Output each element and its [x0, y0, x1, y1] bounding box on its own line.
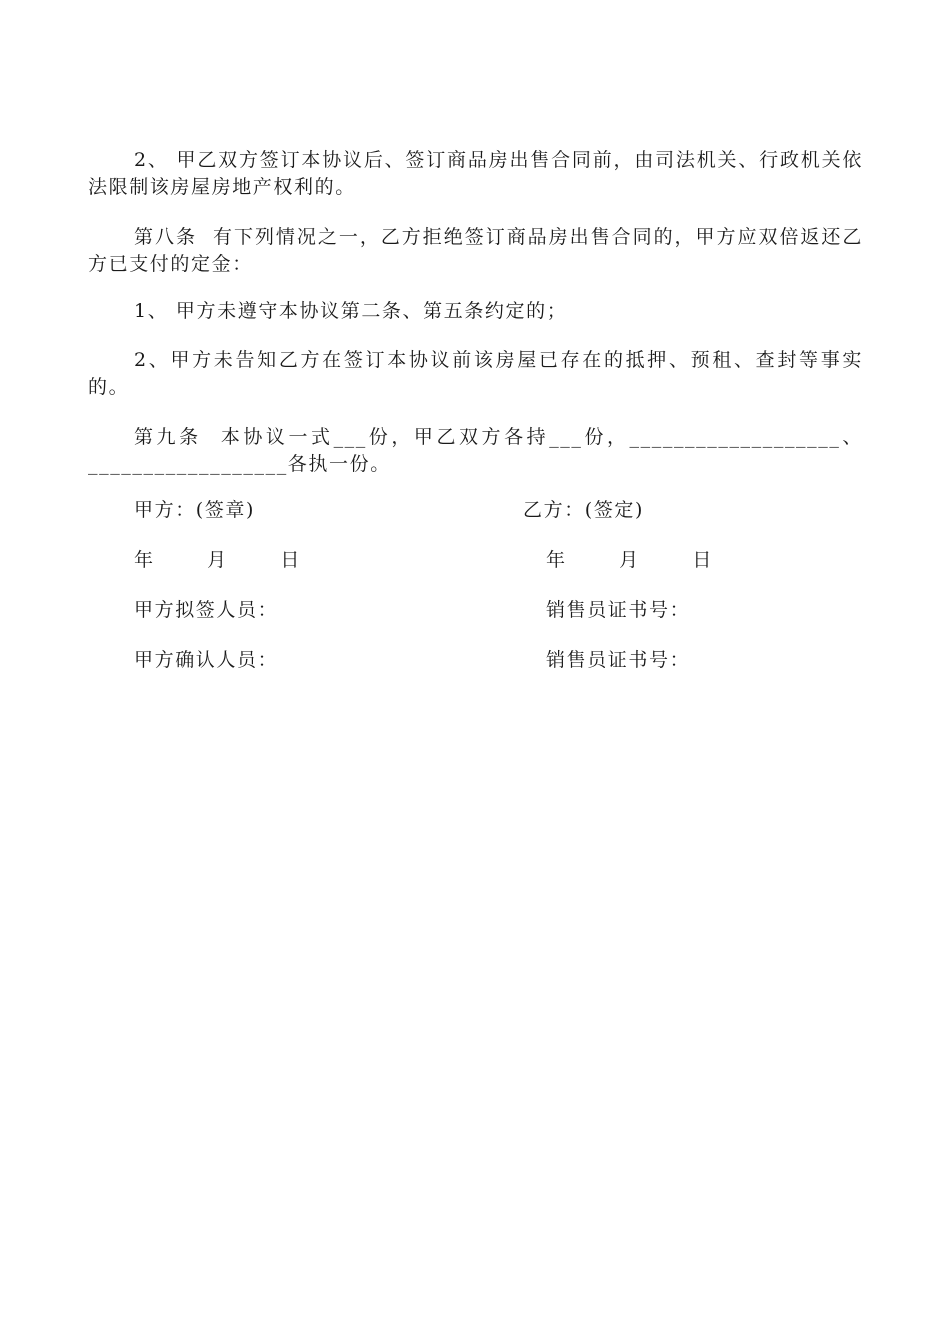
salesperson-cert-label-1: 销售员证书号： — [546, 599, 691, 621]
paragraph-clause-9: 第九条 本协议一式___份，甲乙双方各持___份，___________________、__________________各执一份。 — [88, 426, 863, 475]
party-a-confirmer-label: 甲方确认人员： — [134, 649, 279, 671]
paragraph-clause-8-item-2: 2、甲方未告知乙方在签订本协议前该房屋已存在的抵押、预租、查封等事实的。 — [88, 349, 863, 398]
paragraph-clause-8: 第八条 有下列情况之一，乙方拒绝签订商品房出售合同的，甲方应双倍返还乙方已支付的定金： — [88, 226, 863, 275]
party-b-date: 年 月 日 — [546, 549, 718, 571]
party-b-seal-label: 乙方：(签定) — [523, 499, 645, 521]
party-a-signer-label: 甲方拟签人员： — [134, 599, 279, 621]
paragraph-clause-8-item-1: 1、 甲方未遵守本协议第二条、第五条约定的； — [134, 300, 568, 322]
paragraph-clause-7-item-2: 2、 甲乙双方签订本协议后、签订商品房出售合同前，由司法机关、行政机关依法限制该房屋房地产权利的。 — [88, 149, 863, 198]
salesperson-cert-label-2: 销售员证书号： — [546, 649, 691, 671]
party-a-date: 年 月 日 — [134, 549, 306, 571]
party-a-seal-label: 甲方：(签章) — [134, 499, 256, 521]
